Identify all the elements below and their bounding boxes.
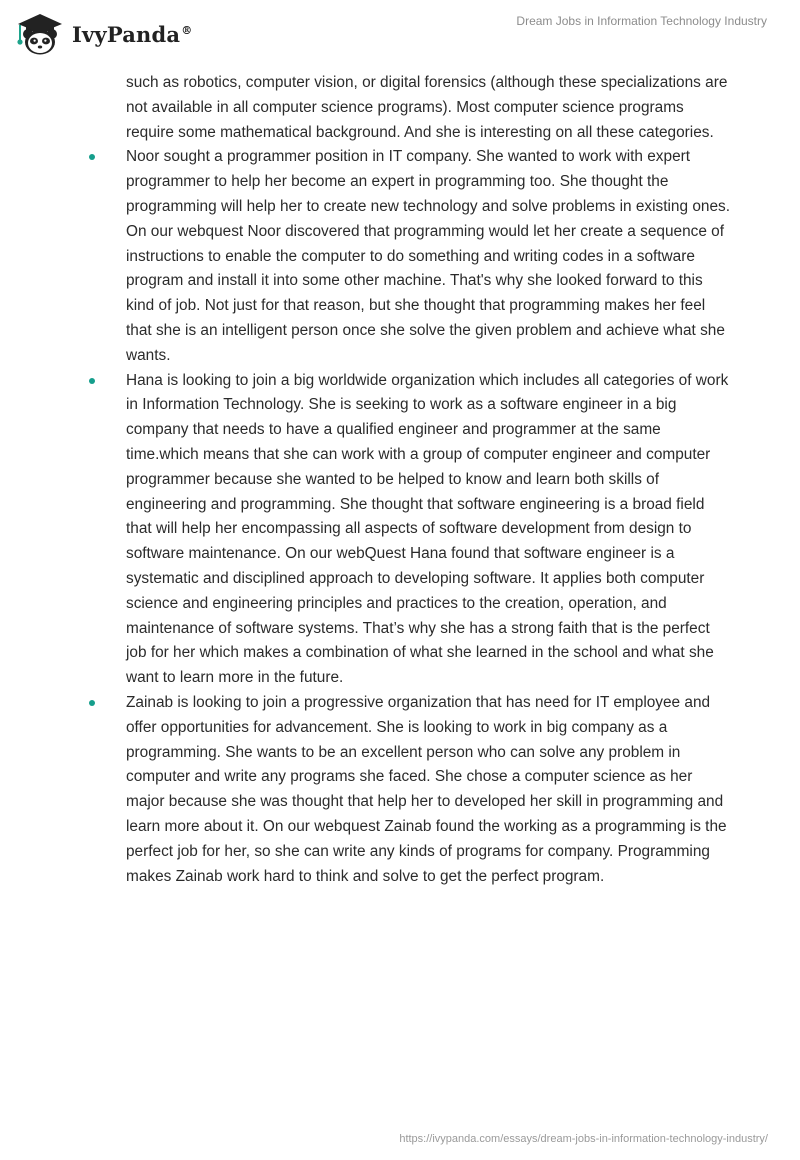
- bullet-icon: [89, 700, 95, 706]
- bullet-list: [126, 145, 730, 889]
- source-url[interactable]: https://ivypanda.com/essays/dream-jobs-in-information-technology-industry/: [399, 1133, 768, 1145]
- list-item-text: Hana is looking to join a big worldwide organization which includes all categories of work in Information Technology. She is seeking to work as a software engineer in a big company that needs to have a qualified engineer and programmer at the same time.which means that she can work with a group of computer engineer and computer programmer because she wanted to be helped to know and learn both skills of engineering and programming. She thought that software engineering is a broad field that will help her encompassing all aspects of software development from design to software maintenance. On our webQuest Hana found that software engineer is a systematic and disciplined approach to developing software. It applies both computer science and engineering principles and practices to the creation, operation, and maintenance of software systems. That’s why she has a strong faith that is the perfect job for her which makes a combination of what she learned in the school and what she want to learn more in the future.: [126, 371, 729, 687]
- document-title: Dream Jobs in Information Technology Industry: [516, 14, 767, 28]
- registered-mark: ®: [181, 23, 193, 37]
- list-item: [126, 691, 730, 889]
- list-item: [126, 145, 730, 368]
- panda-graduate-icon: [14, 10, 66, 56]
- list-item-text: Zainab is looking to join a progressive organization that has need for IT employee and offer opportunities for advancement. She is looking to work in big company as a programming. She wants to be an excellent person who can solve any problem in computer and write any programs she faced. She chose a computer science as her major because she was thought that help her to developed her skill in programming and learn more about it. On our webquest Zainab found the working as a programming is the perfect job for her, so she can write any kinds of programs for company. Programming makes Zainab work hard to think and solve to get the perfect program.: [126, 693, 727, 885]
- continuation-paragraph: such as robotics, computer vision, or digital forensics (although these specializations are not available in all computer science programs). Most computer science programs require some mathematical background. And she is interesting on all these categories.: [126, 74, 728, 141]
- brand-name: [72, 22, 192, 47]
- bullet-icon: [89, 378, 95, 384]
- bullet-icon: [89, 154, 95, 160]
- brand-name-text: IvyPanda: [72, 21, 181, 47]
- list-item-text: Noor sought a programmer position in IT company. She wanted to work with expert programmer to help her become an expert in programming too. She thought the programming will help her to create new technology and solve problems in existing ones. On our webquest Noor discovered that programming would let her create a sequence of instructions to enable the computer to do something and writing codes in a software program and install it into some other machine. That's why she looked forward to this kind of job. Not just for that reason, but she thought that programming makes her feel that she is an intelligent person once she solve the given problem and achieve what she wants.: [126, 148, 730, 364]
- page-header: [0, 0, 800, 64]
- list-item: [126, 369, 730, 691]
- brand-logo[interactable]: [14, 10, 192, 56]
- essay-body: [126, 71, 730, 889]
